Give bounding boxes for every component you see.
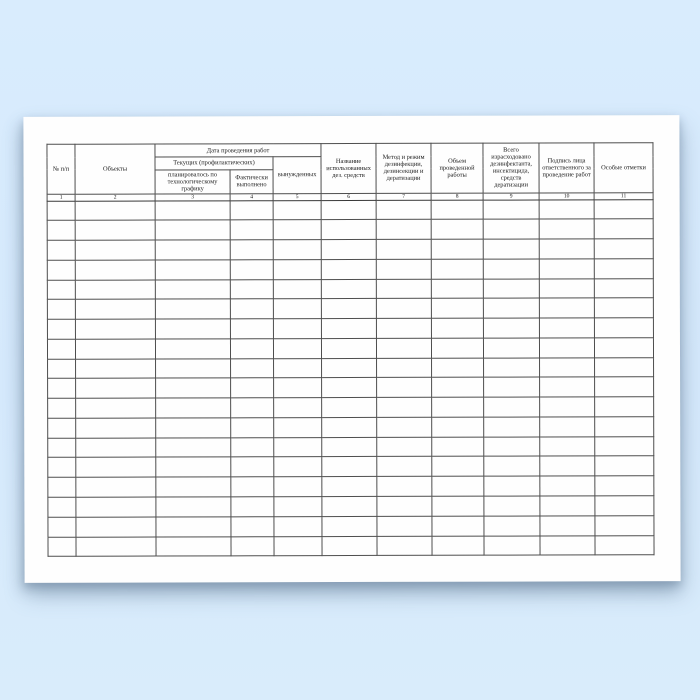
- empty-cell: [595, 535, 654, 555]
- empty-cell: [540, 377, 595, 397]
- empty-cell: [483, 318, 539, 338]
- empty-cell: [540, 417, 595, 437]
- empty-cell: [155, 260, 230, 280]
- empty-cell: [595, 397, 654, 417]
- empty-cell: [75, 240, 155, 260]
- empty-cell: [231, 477, 274, 497]
- table-row: [47, 259, 653, 280]
- empty-cell: [156, 497, 231, 517]
- empty-cell: [273, 200, 321, 220]
- empty-cell: [48, 359, 76, 379]
- empty-cell: [377, 338, 432, 358]
- empty-cell: [156, 358, 231, 378]
- table-body: [47, 199, 654, 556]
- empty-cell: [321, 259, 376, 279]
- empty-cell: [230, 220, 273, 240]
- empty-cell: [76, 537, 156, 557]
- column-number-cell: 8: [431, 193, 483, 200]
- empty-cell: [155, 319, 230, 339]
- empty-cell: [76, 517, 156, 537]
- empty-cell: [230, 339, 273, 359]
- empty-cell: [75, 319, 155, 339]
- table-row: [48, 417, 654, 438]
- empty-cell: [75, 299, 155, 319]
- empty-cell: [321, 239, 376, 259]
- empty-cell: [231, 457, 274, 477]
- empty-cell: [76, 418, 156, 438]
- empty-cell: [76, 359, 156, 379]
- empty-cell: [594, 278, 653, 298]
- empty-cell: [377, 437, 432, 457]
- empty-cell: [432, 437, 484, 457]
- table-row: [47, 219, 653, 240]
- empty-cell: [156, 378, 231, 398]
- empty-cell: [376, 259, 431, 279]
- header-method-mode: Метод и режим дезинфекции, дезинсекции и дератизации: [376, 143, 431, 193]
- empty-cell: [47, 201, 75, 221]
- empty-cell: [594, 298, 653, 318]
- column-number-cell: 4: [230, 193, 273, 200]
- empty-cell: [432, 358, 484, 378]
- empty-cell: [75, 280, 155, 300]
- column-number-cell: 10: [539, 192, 594, 199]
- empty-cell: [76, 378, 156, 398]
- empty-cell: [274, 418, 322, 438]
- empty-cell: [47, 220, 75, 240]
- column-number-cell: 1: [47, 194, 75, 201]
- empty-cell: [432, 496, 484, 516]
- empty-cell: [230, 260, 273, 280]
- empty-cell: [321, 279, 376, 299]
- empty-cell: [155, 339, 230, 359]
- empty-cell: [156, 477, 231, 497]
- empty-cell: [432, 476, 484, 496]
- empty-cell: [539, 298, 594, 318]
- header-signature: Подпись лица ответственного за проведение работ: [539, 143, 594, 193]
- table-row: [48, 397, 654, 418]
- empty-cell: [231, 497, 274, 517]
- empty-cell: [483, 200, 539, 220]
- header-actually-done: Фактически выполнено: [230, 169, 273, 193]
- empty-cell: [540, 516, 595, 536]
- empty-cell: [595, 338, 654, 358]
- empty-cell: [231, 536, 274, 556]
- table-row: [47, 338, 653, 359]
- table-row: [48, 456, 654, 477]
- empty-cell: [47, 300, 75, 320]
- empty-cell: [48, 398, 76, 418]
- empty-cell: [539, 239, 594, 259]
- empty-cell: [432, 338, 484, 358]
- header-total-used: Всего израсходовано дезинфектанта, инсектицида, средств дератизации: [483, 143, 539, 193]
- empty-cell: [75, 201, 155, 221]
- empty-cell: [156, 398, 231, 418]
- empty-cell: [484, 417, 540, 437]
- empty-cell: [431, 239, 483, 259]
- empty-cell: [321, 299, 376, 319]
- table-row: [48, 515, 654, 536]
- column-number-cell: 3: [155, 193, 230, 200]
- empty-cell: [595, 496, 654, 516]
- table-row: [47, 278, 653, 299]
- empty-cell: [377, 516, 432, 536]
- empty-cell: [156, 438, 231, 458]
- empty-cell: [376, 239, 431, 259]
- empty-cell: [231, 418, 274, 438]
- empty-cell: [376, 279, 431, 299]
- empty-cell: [540, 397, 595, 417]
- table-row: [48, 357, 654, 378]
- empty-cell: [321, 319, 376, 339]
- empty-cell: [155, 200, 230, 220]
- empty-cell: [376, 299, 431, 319]
- empty-cell: [484, 476, 540, 496]
- header-forced: вынужденных: [273, 157, 321, 194]
- table-row: [48, 496, 654, 517]
- empty-cell: [322, 496, 377, 516]
- empty-cell: [76, 457, 156, 477]
- empty-cell: [539, 199, 594, 219]
- empty-cell: [432, 417, 484, 437]
- empty-cell: [484, 516, 540, 536]
- empty-cell: [230, 319, 273, 339]
- empty-cell: [274, 536, 322, 556]
- column-number-cell: 11: [594, 192, 653, 199]
- empty-cell: [274, 477, 322, 497]
- empty-cell: [155, 220, 230, 240]
- empty-cell: [540, 535, 595, 555]
- empty-cell: [48, 517, 76, 537]
- empty-cell: [432, 378, 484, 398]
- empty-cell: [377, 358, 432, 378]
- empty-cell: [431, 318, 483, 338]
- empty-cell: [48, 418, 76, 438]
- empty-cell: [48, 438, 76, 458]
- empty-cell: [484, 377, 540, 397]
- empty-cell: [483, 298, 539, 318]
- empty-cell: [377, 536, 432, 556]
- register-table: [46, 142, 654, 557]
- empty-cell: [76, 477, 156, 497]
- empty-cell: [539, 278, 594, 298]
- empty-cell: [594, 219, 653, 239]
- empty-cell: [155, 240, 230, 260]
- empty-cell: [377, 496, 432, 516]
- empty-cell: [540, 437, 595, 457]
- empty-cell: [322, 358, 377, 378]
- column-number-cell: 7: [376, 193, 431, 200]
- empty-cell: [484, 437, 540, 457]
- empty-cell: [484, 338, 540, 358]
- empty-cell: [431, 279, 483, 299]
- empty-cell: [322, 437, 377, 457]
- header-current-preventive-group: Текущих (профилактических): [155, 157, 273, 170]
- empty-cell: [432, 457, 484, 477]
- header-row-number: № п/п: [47, 144, 75, 194]
- empty-cell: [377, 378, 432, 398]
- empty-cell: [76, 398, 156, 418]
- empty-cell: [273, 338, 321, 358]
- empty-cell: [48, 379, 76, 399]
- empty-cell: [432, 397, 484, 417]
- empty-cell: [376, 318, 431, 338]
- document-page: [23, 115, 680, 583]
- empty-cell: [484, 358, 540, 378]
- empty-cell: [540, 338, 595, 358]
- table-row: [47, 298, 653, 319]
- empty-cell: [274, 497, 322, 517]
- empty-cell: [540, 496, 595, 516]
- empty-cell: [48, 537, 76, 557]
- table-row: [48, 377, 654, 398]
- empty-cell: [274, 378, 322, 398]
- header-disinfectant-name: Название использованных дез. средств: [321, 143, 376, 193]
- empty-cell: [231, 378, 274, 398]
- empty-cell: [595, 515, 654, 535]
- empty-cell: [231, 358, 274, 378]
- empty-cell: [47, 240, 75, 260]
- empty-cell: [377, 477, 432, 497]
- empty-cell: [156, 517, 231, 537]
- empty-cell: [48, 497, 76, 517]
- empty-cell: [231, 437, 274, 457]
- empty-cell: [484, 397, 540, 417]
- empty-cell: [484, 496, 540, 516]
- empty-cell: [432, 536, 484, 556]
- empty-cell: [376, 200, 431, 220]
- empty-cell: [48, 458, 76, 478]
- empty-cell: [48, 477, 76, 497]
- empty-cell: [539, 259, 594, 279]
- empty-cell: [230, 240, 273, 260]
- table-row: [48, 436, 654, 457]
- empty-cell: [539, 318, 594, 338]
- table-row: [47, 199, 653, 220]
- header-row-1: [47, 143, 653, 158]
- empty-cell: [595, 357, 654, 377]
- empty-cell: [431, 200, 483, 220]
- empty-cell: [431, 259, 483, 279]
- header-special-notes: Особые отметки: [594, 143, 653, 193]
- empty-cell: [322, 378, 377, 398]
- empty-cell: [230, 299, 273, 319]
- empty-cell: [595, 377, 654, 397]
- empty-cell: [273, 220, 321, 240]
- column-number-cell: 5: [273, 193, 321, 200]
- empty-cell: [539, 219, 594, 239]
- empty-cell: [484, 536, 540, 556]
- empty-cell: [322, 457, 377, 477]
- empty-cell: [595, 476, 654, 496]
- empty-cell: [594, 318, 653, 338]
- empty-cell: [377, 457, 432, 477]
- empty-cell: [432, 516, 484, 536]
- empty-cell: [483, 219, 539, 239]
- empty-cell: [322, 536, 377, 556]
- empty-cell: [155, 299, 230, 319]
- empty-cell: [76, 497, 156, 517]
- empty-cell: [594, 239, 653, 259]
- empty-cell: [274, 516, 322, 536]
- empty-cell: [377, 417, 432, 437]
- empty-cell: [273, 279, 321, 299]
- header-work-volume: Объем проведенной работы: [431, 143, 483, 193]
- empty-cell: [431, 298, 483, 318]
- table-row: [48, 535, 654, 556]
- header-date-group: Дата проведения работ: [155, 144, 321, 157]
- table-header: [47, 143, 653, 201]
- empty-cell: [595, 456, 654, 476]
- empty-cell: [76, 438, 156, 458]
- empty-cell: [75, 339, 155, 359]
- empty-cell: [274, 398, 322, 418]
- header-objects: Объекты: [75, 144, 155, 194]
- empty-cell: [231, 398, 274, 418]
- header-planned-by-schedule: планировалось по технологическому графику: [155, 169, 230, 193]
- empty-cell: [594, 199, 653, 219]
- empty-cell: [47, 280, 75, 300]
- empty-cell: [322, 417, 377, 437]
- column-number-cell: 6: [321, 193, 376, 200]
- empty-cell: [321, 200, 376, 220]
- empty-cell: [274, 437, 322, 457]
- empty-cell: [156, 457, 231, 477]
- empty-cell: [484, 456, 540, 476]
- empty-cell: [376, 220, 431, 240]
- empty-cell: [273, 299, 321, 319]
- empty-cell: [47, 339, 75, 359]
- empty-cell: [75, 260, 155, 280]
- empty-cell: [156, 536, 231, 556]
- empty-cell: [156, 418, 231, 438]
- empty-cell: [321, 220, 376, 240]
- empty-cell: [377, 397, 432, 417]
- empty-cell: [594, 259, 653, 279]
- empty-cell: [231, 516, 274, 536]
- empty-cell: [274, 457, 322, 477]
- empty-cell: [540, 476, 595, 496]
- empty-cell: [322, 338, 377, 358]
- empty-cell: [595, 417, 654, 437]
- empty-cell: [230, 279, 273, 299]
- empty-cell: [274, 358, 322, 378]
- empty-cell: [322, 477, 377, 497]
- empty-cell: [47, 319, 75, 339]
- empty-cell: [47, 260, 75, 280]
- empty-cell: [273, 259, 321, 279]
- empty-cell: [230, 200, 273, 220]
- empty-cell: [273, 319, 321, 339]
- column-number-cell: 9: [483, 193, 539, 200]
- table-row: [47, 318, 653, 339]
- empty-cell: [75, 220, 155, 240]
- empty-cell: [273, 240, 321, 260]
- empty-cell: [540, 357, 595, 377]
- empty-cell: [483, 239, 539, 259]
- table-row: [47, 239, 653, 260]
- empty-cell: [540, 456, 595, 476]
- table-row: [48, 476, 654, 497]
- empty-cell: [155, 279, 230, 299]
- empty-cell: [483, 279, 539, 299]
- column-number-cell: 2: [75, 194, 155, 201]
- empty-cell: [483, 259, 539, 279]
- empty-cell: [431, 219, 483, 239]
- empty-cell: [322, 398, 377, 418]
- empty-cell: [322, 516, 377, 536]
- empty-cell: [595, 436, 654, 456]
